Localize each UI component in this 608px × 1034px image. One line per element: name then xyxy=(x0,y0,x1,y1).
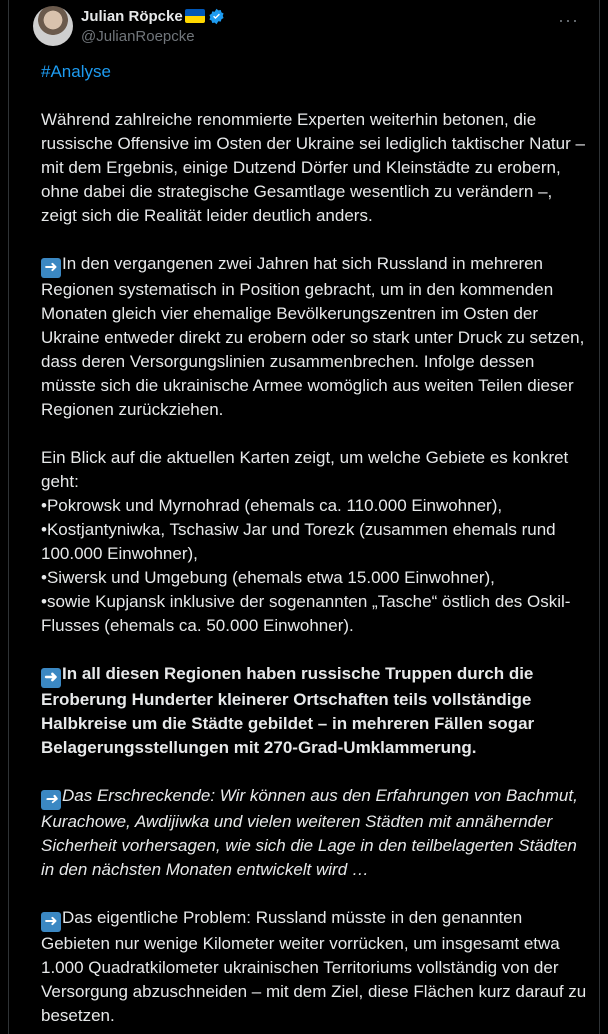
hashtag-link[interactable]: #Analyse xyxy=(41,62,111,81)
list-item: •Kostjantyniwka, Tschasiw Jar und Torezk (zusammen ehemals rund 100.000 Einwohner), xyxy=(41,520,556,563)
paragraph-4: ➜ In all diesen Regionen haben russische Truppen durch die Eroberung Hunderter kleinerer Ortschaften teils vollständige Halbkreise um die Städte gebildet – in mehreren Fällen sogar Belagerungsstellungen mit 270-Grad-Umklammerung. xyxy=(41,664,535,757)
ukraine-flag-icon xyxy=(185,9,205,23)
list-item: •Siwersk und Umgebung (ehemals etwa 15.000 Einwohner), xyxy=(41,568,495,587)
paragraph-5: ➜ Das Erschreckende: Wir können aus den Erfahrungen von Bachmut, Kurachowe, Awdijiwka und vielen weiteren Städten mit annähernder Sicherheit vorhersagen, wie sich die Lage in den teilbelagerten Städten in den nächsten Monaten entwickelt wird … xyxy=(41,786,578,879)
paragraph-2: ➜ In den vergangenen zwei Jahren hat sich Russland in mehreren Regionen systematisch in Position gebracht, um in den kommenden Monaten gleich vier ehemalige Bevölkerungszentren im Osten der Ukraine entweder direkt zu erobern oder so stark unter Druck zu setzen, dass deren Versorgungslinien zusammenbrechen. Infolge dessen müsste sich die ukrainische Armee womöglich aus weiten Teilen dieser Regionen zurückziehen. xyxy=(41,254,585,419)
verified-badge-icon xyxy=(208,8,225,25)
list-item: •Pokrowsk und Myrnohrad (ehemals ca. 110.000 Einwohner), xyxy=(41,496,503,515)
avatar[interactable] xyxy=(33,6,73,46)
author-handle[interactable]: @JulianRoepcke xyxy=(81,28,195,45)
tweet-header xyxy=(33,6,589,50)
author-block xyxy=(81,6,225,45)
tweet-body xyxy=(41,60,589,1028)
top-edge xyxy=(9,0,599,4)
paragraph-3-intro: Ein Blick auf die aktuellen Karten zeigt, um welche Gebiete es konkret geht: xyxy=(41,448,569,491)
list-item: •sowie Kupjansk inklusive der sogenannten „Tasche“ östlich des Oskil-Flusses (ehemals ca. 50.000 Einwohner). xyxy=(41,592,571,635)
right-arrow-icon: ➜ xyxy=(41,790,61,810)
more-options-icon[interactable]: ··· xyxy=(558,10,579,30)
right-arrow-icon: ➜ xyxy=(41,912,61,932)
right-arrow-icon: ➜ xyxy=(41,668,61,688)
paragraph-6: ➜ Das eigentliche Problem: Russland müsste in den genannten Gebieten nur wenige Kilometer weiter vorrücken, um insgesamt etwa 1.000 Quadratkilometer ukrainischen Territoriums vollständig von der Versorgung abzuschneiden – mit dem Ziel, diese Flächen kurz darauf zu besetzen. xyxy=(41,908,587,1025)
author-name[interactable]: Julian Röpcke xyxy=(81,7,183,25)
paragraph-intro: Während zahlreiche renommierte Experten weiterhin betonen, die russische Offensive im Osten der Ukraine sei lediglich taktischer Natur – mit dem Ergebnis, einige Dutzend Dörfer und Kleinstädte zu erobern, ohne dabei die strategische Gesamtlage wesentlich zu verändern –, zeigt sich die Realität leider deutlich anders. xyxy=(41,110,585,225)
tweet-card xyxy=(8,0,600,1034)
right-arrow-icon: ➜ xyxy=(41,258,61,278)
